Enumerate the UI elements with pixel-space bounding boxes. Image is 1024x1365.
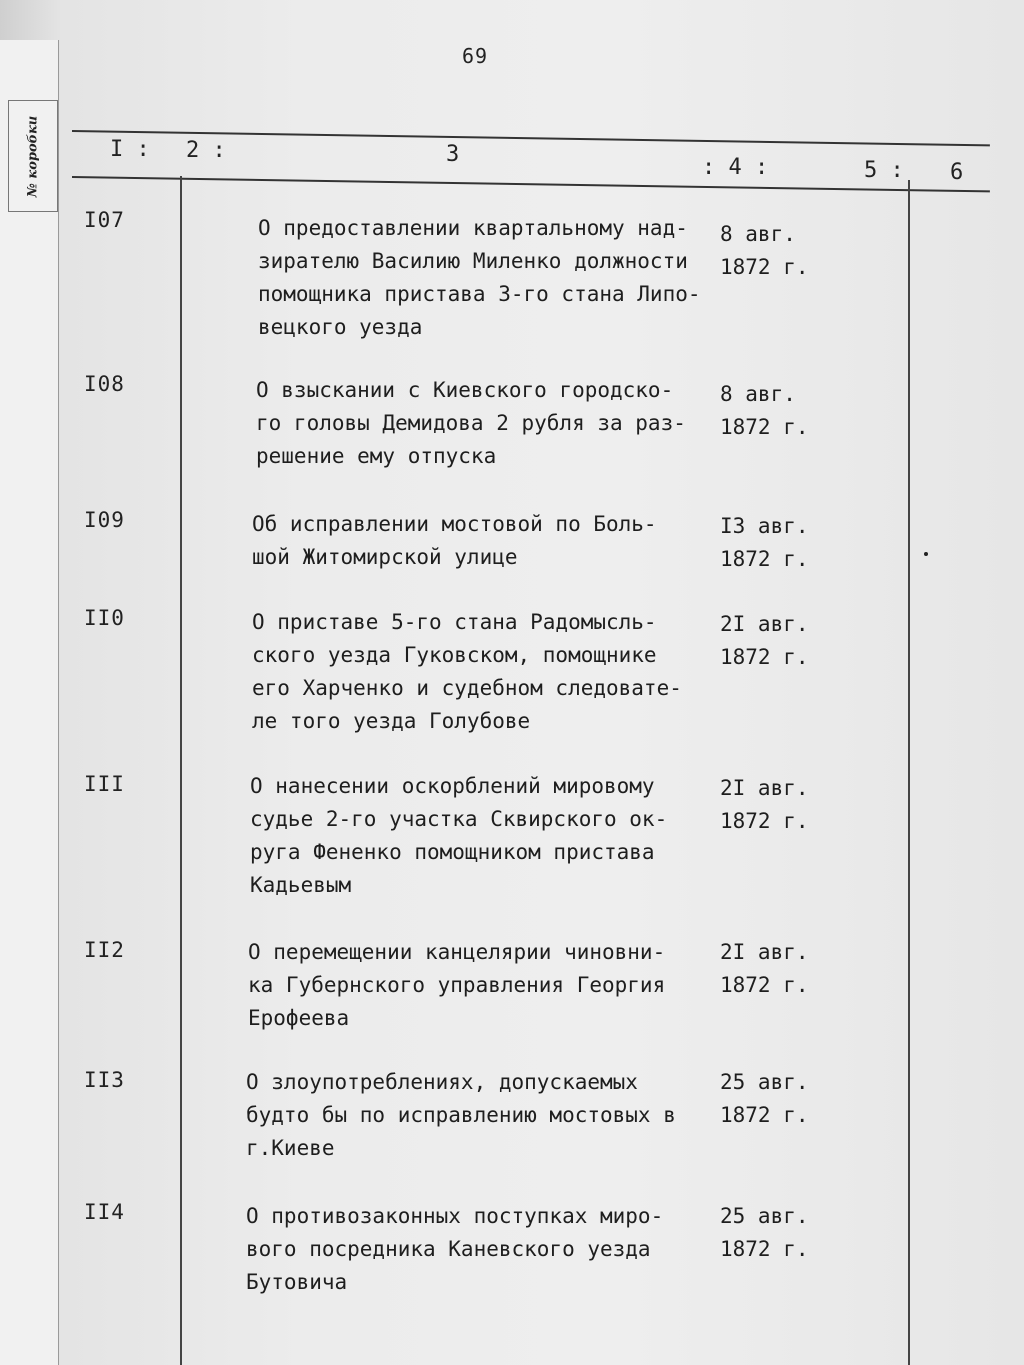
binding-strip [0,40,59,1365]
entry-number: III [84,772,125,796]
entry-number: I07 [84,208,125,232]
entry-title: О взыскании с Киевского городско- го головы Демидова 2 рубля за раз- решение ему отпуска [256,378,686,468]
header-col-6: 6 [950,160,964,185]
entry-title: О злоупотреблениях, допускаемых будто бы по исправлению мостовых в г.Киеве [246,1070,676,1160]
header-col-2: 2 : [186,138,226,163]
header-col-3: 3 [446,142,460,167]
entry-date: 8 авг. 1872 г. [720,222,809,279]
entry-date: 25 авг. 1872 г. [720,1204,809,1261]
header-col-1: I : [110,137,150,162]
column-rule-2 [908,180,910,1365]
column-rule-1 [180,176,182,1365]
entry-number: I08 [84,372,125,396]
entry-title: О нанесении оскорблений мировому судье 2-го участка Сквирского ок- руга Фененко помощником пристава Кадьевым [250,774,668,897]
entry-date: 2I авг. 1872 г. [720,612,809,669]
entry-number: II3 [84,1068,125,1092]
entry-number: II4 [84,1200,125,1224]
entry-title: О перемещении канцелярии чиновни- ка Губернского управления Георгия Ерофеева [248,940,666,1030]
box-number-text: № коробки [25,115,41,197]
entry-date: 8 авг. 1872 г. [720,382,809,439]
entry-title: О приставе 5-го стана Радомысль- ского уезда Гуковском, помощнике его Харченко и судебном следовате- ле того уезда Голубове [252,610,682,733]
entry-date: 2I авг. 1872 г. [720,776,809,833]
entry-date: I3 авг. 1872 г. [720,514,809,571]
entry-title: Об исправлении мостовой по Боль- шой Житомирской улице [252,512,657,569]
header-col-4: : 4 : [702,155,769,180]
entry-date: 2I авг. 1872 г. [720,940,809,997]
header-bottom-rule [72,176,990,192]
ink-dot [924,552,928,556]
box-number-label [8,100,58,212]
entry-title: О противозаконных поступках миро- вого посредника Каневского уезда Бутовича [246,1204,664,1294]
entry-number: II0 [84,606,125,630]
page-number: 69 [462,44,489,68]
entry-date: 25 авг. 1872 г. [720,1070,809,1127]
entry-number: II2 [84,938,125,962]
entry-number: I09 [84,508,125,532]
entry-title: О предоставлении квартальному над- зирателю Василию Миленко должности помощника пристава 3-го стана Липо- вецкого уезда [258,216,701,339]
header-col-5: 5 : [864,158,904,183]
